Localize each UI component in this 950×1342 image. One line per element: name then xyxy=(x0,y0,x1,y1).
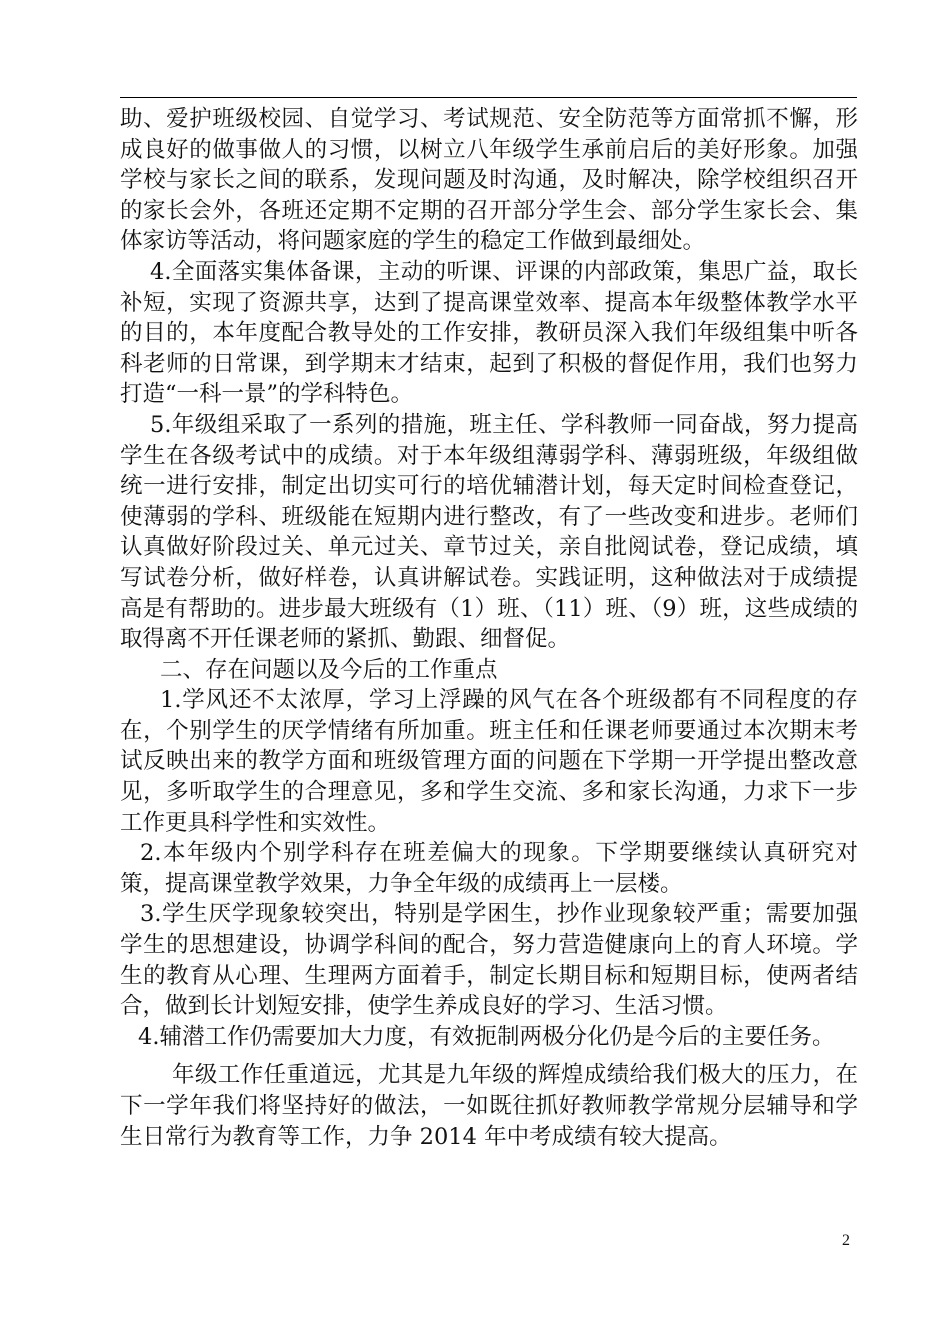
body-text xyxy=(120,104,858,1152)
paragraph-problem-2: 2.本年级内个别学科存在班差偏大的现象。下学期要继续认真研究对策，提高课堂教学效果，力争全年级的成绩再上一层楼。 xyxy=(120,840,858,897)
paragraph-item-4: 4.全面落实集体备课，主动的听课、评课的内部政策，集思广益，取长补短，实现了资源共享，达到了提高课堂效率、提高本年级整体教学水平的目的，本年度配合教导处的工作安排，教研员深入我们年级组集中听各科老师的日常课，到学期末才结束，起到了积极的督促作用，我们也努力打造“一科一景”的学科特色。 xyxy=(120,258,858,408)
paragraph-problem-3: 3.学生厌学现象较突出，特别是学困生，抄作业现象较严重；需要加强学生的思想建设，协调学科间的配合，努力营造健康向上的育人环境。学生的教育从心理、生理两方面着手，制定长期目标和短期目标，使两者结合，做到长计划短安排，使学生养成良好的学习、生活习惯。 xyxy=(120,901,858,1020)
paragraph-problem-1: 1.学风还不太浓厚，学习上浮躁的风气在各个班级都有不同程度的存在，个别学生的厌学情绪有所加重。班主任和任课老师要通过本次期末考试反映出来的教学方面和班级管理方面的问题在下学期一开学提出整改意见，多听取学生的合理意见，多和学生交流、多和家长沟通，力求下一步工作更具科学性和实效性。 xyxy=(120,687,858,836)
section-heading: 二、存在问题以及今后的工作重点 xyxy=(160,656,498,683)
page-number: 2 xyxy=(842,1232,850,1249)
paragraph-continuation: 助、爱护班级校园、自觉学习、考试规范、安全防范等方面常抓不懈，形成良好的做事做人的习惯，以树立八年级学生承前启后的美好形象。加强学校与家长之间的联系，发现问题及时沟通，及时解决，除学校组织召开的家长会外，各班还定期不定期的召开部分学生会、部分学生家长会、集体家访等活动，将问题家庭的学生的稳定工作做到最细处。 xyxy=(120,106,858,255)
paragraph-problem-4: 4.辅潜工作仍需要加大力度，有效扼制两极分化仍是今后的主要任务。 xyxy=(138,1023,835,1050)
header-rule xyxy=(120,97,857,98)
paragraph-conclusion: 年级工作任重道远，尤其是九年级的辉煌成绩给我们极大的压力，在下一学年我们将坚持好的做法，一如既往抓好教师教学常规分层辅导和学生日常行为教育等工作，力争 2014 年中考成绩有较大提高。 xyxy=(120,1062,858,1150)
paragraph-item-5: 5.年级组采取了一系列的措施，班主任、学科教师一同奋战，努力提高学生在各级考试中的成绩。对于本年级组薄弱学科、薄弱班级，年级组做统一进行安排，制定出切实可行的培优辅潜计划，每天定时间检查登记，使薄弱的学科、班级能在短期内进行整改，有了一些改变和进步。老师们认真做好阶段过关、单元过关、章节过关，亲自批阅试卷，登记成绩，填写试卷分析，做好样卷，认真讲解试卷。实践证明，这种做法对于成绩提高是有帮助的。进步最大班级有（1）班、（11）班、（9）班，这些成绩的取得离不开任课老师的紧抓、勤跟、细督促。 xyxy=(120,411,858,653)
